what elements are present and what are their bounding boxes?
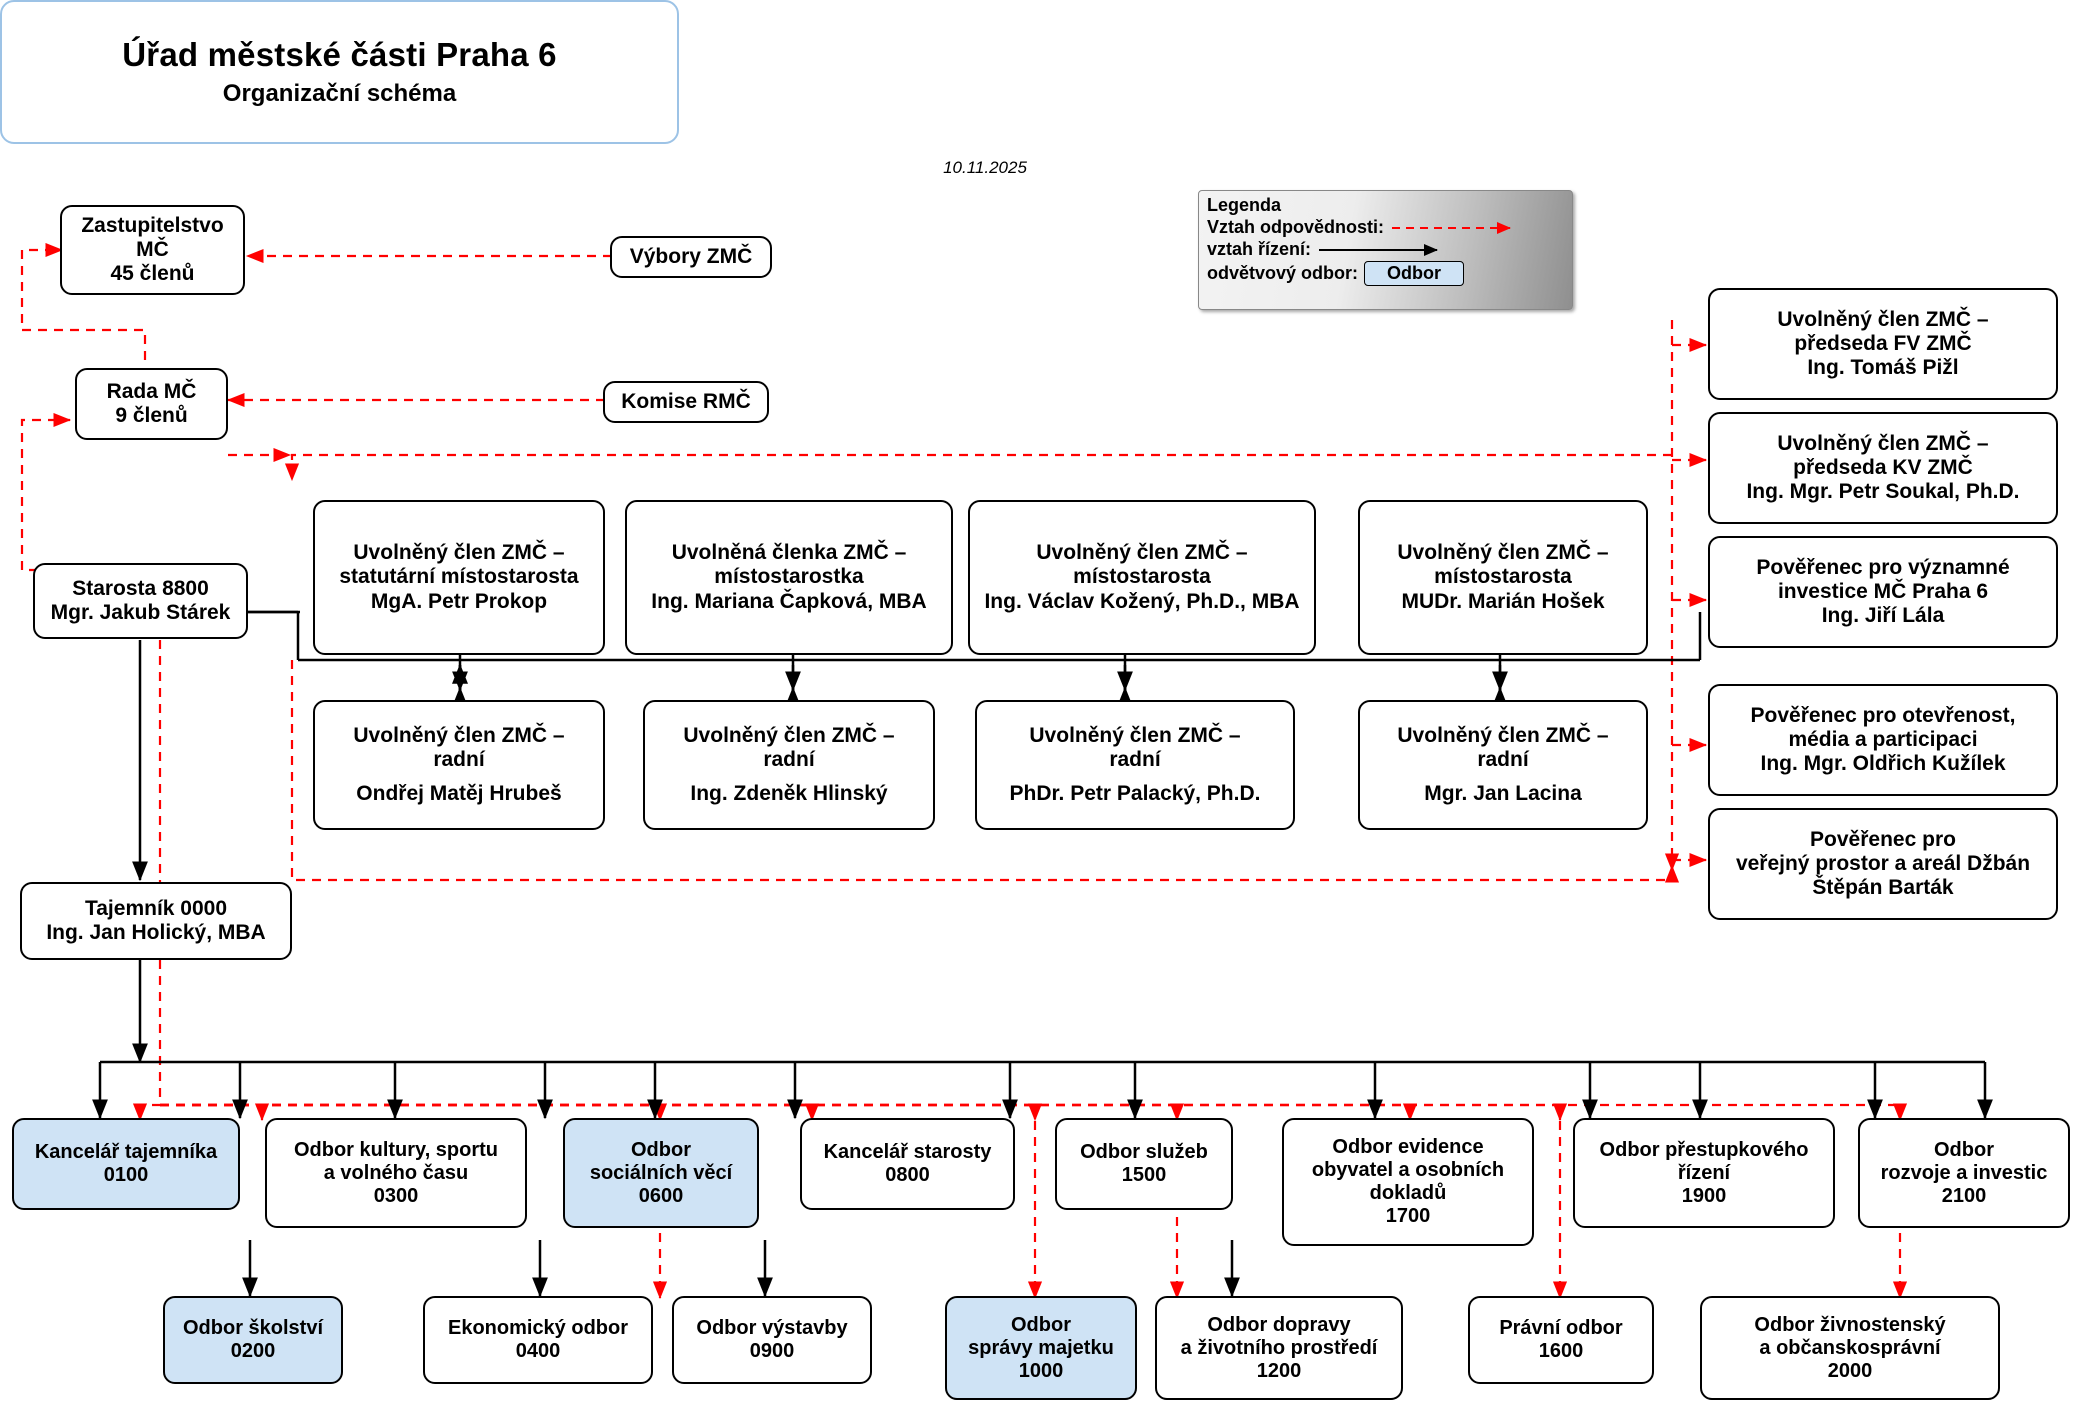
box-line: Uvolněný člen ZMČ – (1036, 541, 1248, 565)
box-department-skolstvi[interactable] (163, 1296, 343, 1384)
box-department-vystavby[interactable] (672, 1296, 872, 1384)
box-line: 1700 (1385, 1205, 1431, 1227)
box-line: místostarosta (1073, 565, 1211, 589)
box-line: PhDr. Petr Palacký, Ph.D. (1009, 782, 1261, 806)
box-deputy-1[interactable] (313, 500, 605, 655)
box-department-spravy-majetku[interactable] (945, 1296, 1137, 1400)
box-line: Ing. Zdeněk Hlinský (690, 782, 888, 806)
box-line: Kancelář tajemníka (34, 1141, 218, 1163)
box-line: Odbor dopravy (1207, 1313, 1351, 1336)
box-line: 1500 (1121, 1164, 1167, 1186)
box-line: předseda KV ZMČ (1793, 455, 1973, 479)
legend-dashed-arrow-icon (1390, 222, 1525, 234)
box-line: radní (433, 747, 485, 771)
diagram-date: 10.11.2025 (943, 158, 1027, 177)
box-councillor-3[interactable] (975, 700, 1295, 830)
box-line: Odbor služeb (1080, 1141, 1208, 1163)
box-line: Odbor evidence (1332, 1136, 1484, 1158)
box-line: a volného času (323, 1161, 469, 1184)
box-line: rozvoje a investic (1880, 1161, 2048, 1184)
box-line: 1900 (1681, 1184, 1727, 1207)
box-line: Rada MČ (106, 379, 197, 403)
box-department-kultury-sportu[interactable] (265, 1118, 527, 1228)
box-line: Ing. Václav Kožený, Ph.D., MBA (984, 589, 1300, 613)
box-line: 1200 (1256, 1359, 1302, 1382)
box-line: Odbor (1934, 1138, 1994, 1161)
box-line: Kancelář starosty (823, 1141, 992, 1163)
box-line: Uvolněný člen ZMČ – (353, 541, 565, 565)
box-line: řízení (1677, 1161, 1731, 1184)
box-line: Uvolněný člen ZMČ – (1777, 307, 1989, 331)
box-deputy-3[interactable] (968, 500, 1316, 655)
box-department-evidence-obyvatel[interactable] (1282, 1118, 1534, 1246)
box-line: předseda FV ZMČ (1794, 331, 1972, 355)
box-line: Tajemník 0000 (84, 896, 228, 920)
box-deputy-2[interactable] (625, 500, 953, 655)
box-line: 2000 (1827, 1359, 1873, 1382)
box-department-dopravy-zp[interactable] (1155, 1296, 1403, 1400)
legend (1198, 190, 1573, 310)
box-line: MUDr. Marián Hošek (1401, 589, 1605, 613)
box-starosta[interactable] (33, 563, 248, 639)
box-line: Uvolněný člen ZMČ – (353, 723, 565, 747)
box-line: Uvolněný člen ZMČ – (1397, 723, 1609, 747)
box-line: 9 členů (115, 404, 188, 427)
box-line: Ekonomický odbor (447, 1317, 629, 1339)
box-councillor-4[interactable] (1358, 700, 1648, 830)
legend-management-label: vztah řízení: (1207, 239, 1312, 259)
box-line: Mgr. Jan Lacina (1424, 782, 1582, 806)
box-department-pravni[interactable] (1468, 1296, 1654, 1384)
box-line: Odbor přestupkového (1599, 1138, 1809, 1161)
box-line: 0400 (515, 1340, 561, 1362)
page-subtitle: Organizační schéma (222, 80, 457, 107)
page-title: Úřad městské části Praha 6 (122, 36, 557, 73)
box-line: Uvolněný člen ZMČ – (1777, 431, 1989, 455)
box-commissioner-4[interactable] (1708, 684, 2058, 796)
box-line: Ing. Jan Holický, MBA (46, 921, 266, 944)
box-line: Odbor živnostenský (1754, 1313, 1946, 1336)
box-line: 0100 (103, 1164, 149, 1186)
box-line: Ing. Mgr. Petr Soukal, Ph.D. (1746, 480, 2020, 504)
legend-department-label: odvětvový odbor: (1207, 263, 1359, 283)
box-line: 1600 (1538, 1340, 1584, 1362)
box-zastupitelstvo[interactable] (60, 205, 245, 295)
page-title-box (0, 0, 679, 144)
box-line: Pověřenec pro (1810, 827, 1956, 851)
box-line: 0200 (230, 1340, 276, 1362)
box-line: Výbory ZMČ (629, 244, 753, 268)
box-line: Mgr. Jakub Stárek (50, 601, 231, 624)
box-line: radní (763, 747, 815, 771)
box-line: Komise RMČ (621, 389, 751, 413)
box-line: Odbor (631, 1138, 691, 1161)
box-councillor-2[interactable] (643, 700, 935, 830)
box-department-kancelar-starosty[interactable] (800, 1118, 1015, 1210)
box-department-sluzeb[interactable] (1055, 1118, 1233, 1210)
box-line: Odbor kultury, sportu (293, 1138, 499, 1161)
legend-department-sample: Odbor (1364, 261, 1464, 286)
box-rada-mc[interactable] (75, 368, 228, 440)
box-department-kancelar-tajemnika[interactable] (12, 1118, 240, 1210)
box-line: Ing. Mgr. Oldřich Kužílek (1760, 752, 2006, 776)
box-department-rozvoje-investic[interactable] (1858, 1118, 2070, 1228)
box-line: radní (1477, 747, 1529, 771)
box-department-prestupkoveho-rizeni[interactable] (1573, 1118, 1835, 1228)
box-department-socialnich-veci[interactable] (563, 1118, 759, 1228)
box-councillor-1[interactable] (313, 700, 605, 830)
box-line: Uvolněný člen ZMČ – (1029, 723, 1241, 747)
box-line: Právní odbor (1499, 1317, 1623, 1339)
box-line: Odbor školství (182, 1317, 324, 1339)
box-line: Zastupitelstvo (81, 213, 224, 237)
box-commissioner-1[interactable] (1708, 288, 2058, 400)
box-line: obyvatel a osobních (1311, 1159, 1505, 1181)
box-line: Ing. Mariana Čapková, MBA (651, 589, 927, 613)
box-line: MgA. Petr Prokop (370, 589, 548, 613)
box-line: Ondřej Matěj Hrubeš (356, 782, 562, 806)
box-line: Ing. Tomáš Pižl (1807, 356, 1959, 380)
box-line: 0900 (749, 1340, 795, 1362)
box-line: správy majetku (968, 1336, 1114, 1359)
box-line: Ing. Jiří Lála (1821, 604, 1945, 628)
box-line: Uvolněný člen ZMČ – (683, 723, 895, 747)
box-line: Pověřenec pro významné (1756, 555, 2010, 579)
box-line: Odbor (1011, 1313, 1071, 1336)
box-line: 0600 (638, 1184, 684, 1207)
box-line: veřejný prostor a areál Džbán (1735, 851, 2031, 875)
box-line: dokladů (1369, 1182, 1447, 1204)
box-commissioner-2[interactable] (1708, 412, 2058, 524)
box-line: média a participaci (1788, 727, 1978, 751)
box-line: a životního prostředí (1180, 1336, 1378, 1359)
box-line: Starosta 8800 (72, 576, 209, 600)
box-department-zivnostensky[interactable] (1700, 1296, 2000, 1400)
box-komise-rmc[interactable] (603, 381, 769, 423)
box-line: investice MČ Praha 6 (1777, 579, 1989, 603)
box-line: Odbor výstavby (696, 1317, 848, 1339)
box-line: 1000 (1018, 1359, 1064, 1382)
box-line: místostarostka (714, 565, 864, 589)
box-line: 2100 (1941, 1184, 1987, 1207)
box-deputy-4[interactable] (1358, 500, 1648, 655)
box-line: sociálních věcí (589, 1161, 733, 1184)
legend-responsibility-label: Vztah odpovědnosti: (1207, 217, 1384, 237)
box-tajemnik[interactable] (20, 882, 292, 960)
box-department-ekonomicky[interactable] (423, 1296, 653, 1384)
legend-solid-arrow-icon (1317, 244, 1452, 256)
box-vybory-zmc[interactable] (610, 236, 772, 278)
box-line: radní (1109, 747, 1161, 771)
box-line: a občanskosprávní (1759, 1336, 1941, 1359)
box-commissioner-5[interactable] (1708, 808, 2058, 920)
box-line: 0800 (885, 1164, 930, 1186)
box-line: MČ (136, 237, 169, 261)
box-line: 45 členů (110, 262, 195, 286)
box-line: Štěpán Barták (1812, 876, 1954, 900)
box-line: 0300 (373, 1184, 419, 1207)
box-line: Uvolněná členka ZMČ – (671, 541, 907, 565)
box-line: Pověřenec pro otevřenost, (1750, 703, 2016, 727)
box-line: statutární místostarosta (339, 565, 579, 589)
box-line: místostarosta (1434, 565, 1572, 589)
box-line: Uvolněný člen ZMČ – (1397, 541, 1609, 565)
legend-title: Legenda (1207, 195, 1282, 215)
box-commissioner-3[interactable] (1708, 536, 2058, 648)
